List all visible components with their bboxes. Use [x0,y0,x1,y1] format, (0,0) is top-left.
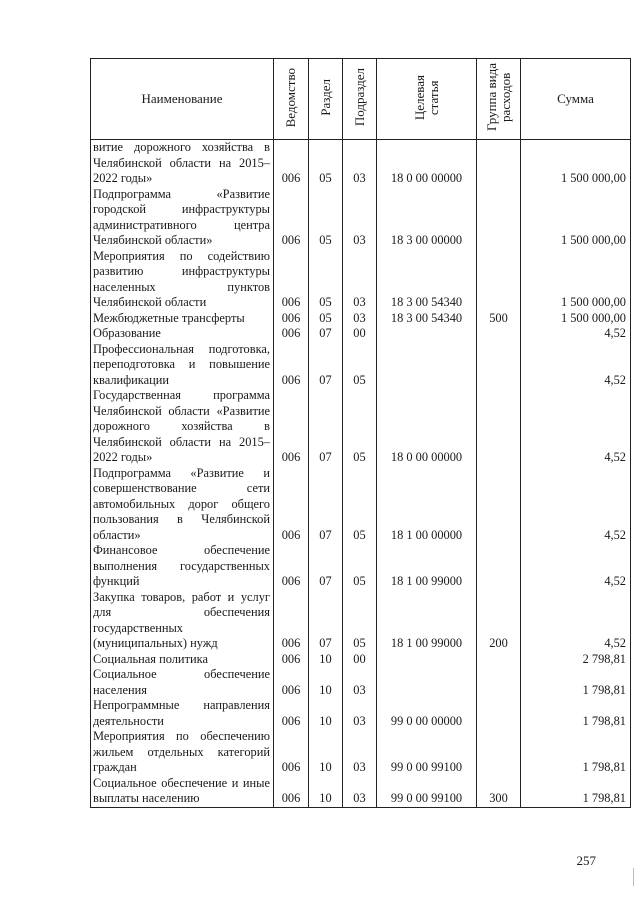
cell-vedomstvo: 006 [274,388,309,466]
cell-summa: 4,52 [521,543,631,590]
cell-gruppa [477,729,521,776]
cell-summa: 1 500 000,00 [521,311,631,327]
table-row [91,698,631,729]
cell-gruppa: 500 [477,311,521,327]
header-gruppa [477,59,521,140]
cell-celevaya [377,667,477,698]
table-row [91,342,631,389]
cell-gruppa: 300 [477,776,521,808]
cell-gruppa [477,187,521,249]
table-row [91,543,631,590]
cell-celevaya: 18 1 00 99000 [377,543,477,590]
cell-razdel: 05 [309,249,343,311]
cell-name: Социальная политика [91,652,274,668]
header-name: Наименование [91,59,274,140]
cell-podrazdel: 05 [343,543,377,590]
cell-podrazdel: 03 [343,776,377,808]
cell-name: Профессиональная подготовка, переподготовка и повышение квалификации [91,342,274,389]
cell-celevaya: 99 0 00 99100 [377,776,477,808]
cell-razdel: 10 [309,667,343,698]
cell-vedomstvo: 006 [274,140,309,187]
header-gruppa-label: Группа вида расходов [483,63,513,132]
cell-summa: 4,52 [521,388,631,466]
cell-summa: 1 500 000,00 [521,140,631,187]
table-row [91,652,631,668]
cell-razdel: 05 [309,311,343,327]
table-body [91,140,631,808]
header-razdel-label: Раздел [317,78,333,116]
cell-celevaya: 18 3 00 54340 [377,249,477,311]
cell-vedomstvo: 006 [274,249,309,311]
cell-podrazdel: 05 [343,342,377,389]
cell-podrazdel: 03 [343,249,377,311]
cell-celevaya: 18 0 00 00000 [377,388,477,466]
cell-gruppa [477,543,521,590]
cell-summa: 4,52 [521,590,631,652]
budget-table [90,58,631,808]
cell-podrazdel: 03 [343,729,377,776]
table-row [91,326,631,342]
cell-name: Социальное обеспечение населения [91,667,274,698]
cell-vedomstvo: 006 [274,342,309,389]
header-celevaya [377,59,477,140]
cell-podrazdel: 00 [343,326,377,342]
cell-summa: 4,52 [521,466,631,544]
cell-name: Государственная программа Челябинской области «Развитие дорожного хозяйства в Челябинской области на 2015–2022 годы» [91,388,274,466]
cell-vedomstvo: 006 [274,311,309,327]
cell-vedomstvo: 006 [274,698,309,729]
cell-name: Непрограммные направления деятельности [91,698,274,729]
cell-summa: 1 500 000,00 [521,187,631,249]
cell-celevaya [377,652,477,668]
cell-vedomstvo: 006 [274,590,309,652]
table-row [91,466,631,544]
cell-podrazdel: 05 [343,590,377,652]
table-row [91,590,631,652]
cell-razdel: 10 [309,698,343,729]
cell-vedomstvo: 006 [274,667,309,698]
cell-vedomstvo: 006 [274,187,309,249]
cell-celevaya: 18 1 00 99000 [377,590,477,652]
cell-podrazdel: 03 [343,698,377,729]
cell-razdel: 10 [309,652,343,668]
cell-razdel: 07 [309,543,343,590]
cell-vedomstvo: 006 [274,543,309,590]
table-row [91,140,631,187]
table-row [91,667,631,698]
cell-gruppa [477,388,521,466]
header-celevaya-label: Целевая статья [411,74,441,120]
cell-gruppa [477,466,521,544]
header-podrazdel-label: Подраздел [351,68,367,127]
cell-name: Подпрограмма «Развитие и совершенствование сети автомобильных дорог общего пользования в Челябинской области» [91,466,274,544]
table-row [91,729,631,776]
cell-podrazdel: 03 [343,667,377,698]
cell-razdel: 07 [309,388,343,466]
cell-podrazdel: 03 [343,140,377,187]
cell-name: Закупка товаров, работ и услуг для обеспечения государственных (муниципальных) нужд [91,590,274,652]
cell-name: Финансовое обеспечение выполнения государственных функций [91,543,274,590]
cell-name: витие дорожного хозяйства в Челябинской области на 2015–2022 годы» [91,140,274,187]
cell-celevaya: 18 3 00 00000 [377,187,477,249]
cell-gruppa [477,667,521,698]
cell-razdel: 10 [309,729,343,776]
cell-celevaya [377,342,477,389]
cell-summa: 4,52 [521,342,631,389]
header-vedomstvo-label: Ведомство [283,67,298,127]
cell-summa: 2 798,81 [521,652,631,668]
cell-razdel: 07 [309,326,343,342]
cell-name: Мероприятия по содействию развитию инфраструктуры населенных пунктов Челябинской области [91,249,274,311]
cell-podrazdel: 03 [343,311,377,327]
cell-gruppa [477,652,521,668]
cell-podrazdel: 03 [343,187,377,249]
cell-vedomstvo: 006 [274,326,309,342]
cell-name: Межбюджетные трансферты [91,311,274,327]
cell-gruppa [477,342,521,389]
cell-gruppa [477,326,521,342]
cell-summa: 1 798,81 [521,667,631,698]
cell-name: Мероприятия по обеспечению жильем отдельных категорий граждан [91,729,274,776]
cell-celevaya: 99 0 00 00000 [377,698,477,729]
cell-summa: 1 798,81 [521,776,631,808]
header-razdel [309,59,343,140]
cell-podrazdel: 00 [343,652,377,668]
cell-razdel: 07 [309,342,343,389]
table-row [91,388,631,466]
cell-gruppa [477,698,521,729]
cell-name: Подпрограмма «Развитие городской инфраструктуры административного центра Челябинской области» [91,187,274,249]
table-row [91,187,631,249]
cell-vedomstvo: 006 [274,776,309,808]
table-header [91,59,631,140]
header-podrazdel [343,59,377,140]
cell-summa: 1 798,81 [521,729,631,776]
cell-gruppa [477,249,521,311]
cell-celevaya: 18 0 00 00000 [377,140,477,187]
cell-razdel: 05 [309,140,343,187]
header-summa: Сумма [521,59,631,140]
cell-vedomstvo: 006 [274,729,309,776]
cell-vedomstvo: 006 [274,652,309,668]
cell-podrazdel: 05 [343,388,377,466]
cell-razdel: 05 [309,187,343,249]
cell-celevaya: 99 0 00 99100 [377,729,477,776]
cell-summa: 1 798,81 [521,698,631,729]
cell-gruppa [477,140,521,187]
cell-summa: 1 500 000,00 [521,249,631,311]
header-vedomstvo [274,59,309,140]
cell-razdel: 07 [309,590,343,652]
cell-name: Образование [91,326,274,342]
cell-celevaya: 18 3 00 54340 [377,311,477,327]
scan-edge-mark [633,868,634,886]
cell-gruppa: 200 [477,590,521,652]
cell-summa: 4,52 [521,326,631,342]
cell-podrazdel: 05 [343,466,377,544]
page-number: 257 [576,853,596,868]
table-row [91,311,631,327]
cell-name: Социальное обеспечение и иные выплаты населению [91,776,274,808]
cell-razdel: 07 [309,466,343,544]
cell-vedomstvo: 006 [274,466,309,544]
cell-celevaya [377,326,477,342]
table-row [91,249,631,311]
table-row [91,776,631,808]
cell-celevaya: 18 1 00 00000 [377,466,477,544]
cell-razdel: 10 [309,776,343,808]
